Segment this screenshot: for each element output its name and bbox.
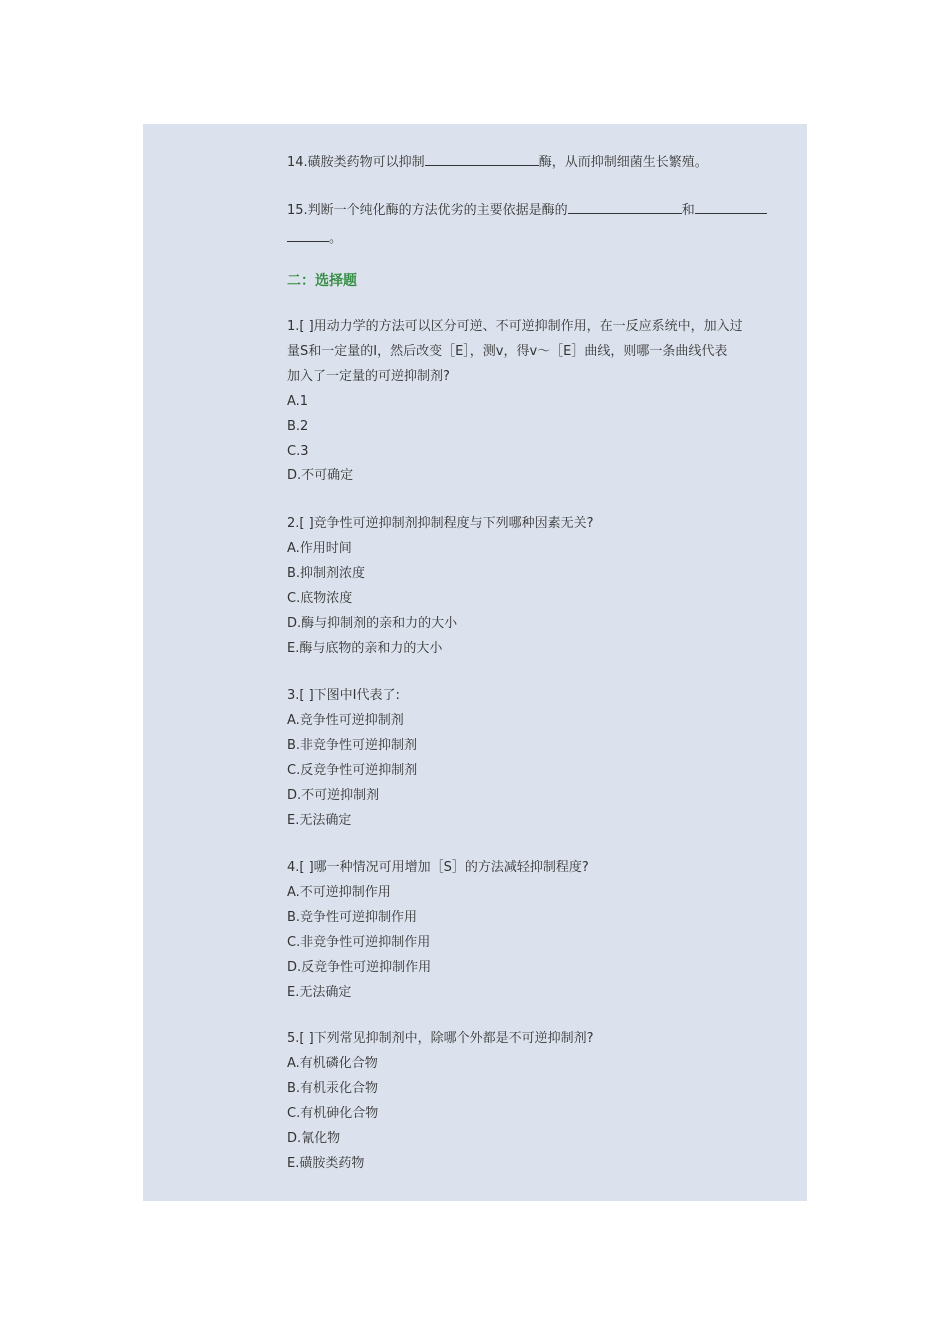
question-1-option: D.不可确定 <box>287 468 354 484</box>
question-2-option: E.酶与底物的亲和力的大小 <box>287 640 443 656</box>
question-1-stem: 量S和一定量的I，然后改变［E］，测v，得v～［E］曲线，则哪一条曲线代表 <box>287 343 728 359</box>
q15-text-before: 15.判断一个纯化酶的方法优劣的主要依据是酶的 <box>287 203 568 218</box>
fill-blank-q14 <box>287 152 708 172</box>
question-5-option: C.有机砷化合物 <box>287 1105 379 1121</box>
question-1-option: B.2 <box>287 418 309 434</box>
question-2-option: C.底物浓度 <box>287 590 353 606</box>
question-3-option: E.无法确定 <box>287 812 352 828</box>
question-5-option: A.有机磷化合物 <box>287 1055 378 1071</box>
question-4-stem: 4.[ ]哪一种情况可用增加［S］的方法减轻抑制程度? <box>287 860 589 875</box>
question-5-option: B.有机汞化合物 <box>287 1080 379 1096</box>
fill-blank-q15 <box>287 200 767 220</box>
question-4-option: C.非竞争性可逆抑制作用 <box>287 934 431 950</box>
question-5-stem: 5.[ ]下列常见抑制剂中，除哪个外都是不可逆抑制剂? <box>287 1031 594 1046</box>
q15-blank-2 <box>695 200 767 214</box>
question-5-option: E.磺胺类药物 <box>287 1155 365 1171</box>
question-1-option: A.1 <box>287 393 309 409</box>
question-4-option: D.反竞争性可逆抑制作用 <box>287 959 432 975</box>
question-4-option: A.不可逆抑制作用 <box>287 884 391 900</box>
question-3-option: A.竞争性可逆抑制剂 <box>287 712 404 728</box>
question-3-option: D.不可逆抑制剂 <box>287 787 380 803</box>
question-2-stem: 2.[ ]竞争性可逆抑制剂抑制程度与下列哪种因素无关? <box>287 516 594 531</box>
q15-blank-1 <box>568 200 682 214</box>
question-1-stem: 加入了一定量的可逆抑制剂? <box>287 368 450 384</box>
question-1-option: C.3 <box>287 443 309 459</box>
question-5-option: D.氰化物 <box>287 1130 341 1146</box>
question-2-option: D.酶与抑制剂的亲和力的大小 <box>287 615 458 631</box>
section-title: 二：选择题 <box>287 273 357 289</box>
question-2-option: B.抑制剂浓度 <box>287 565 366 581</box>
q14-text-before: 14.磺胺类药物可以抑制 <box>287 155 425 170</box>
question-4-option: B.竞争性可逆抑制作用 <box>287 909 418 925</box>
question-3-stem: 3.[ ]下图中I代表了: <box>287 688 400 703</box>
q15-text-middle: 和 <box>681 203 695 218</box>
question-3-option: C.反竞争性可逆抑制剂 <box>287 762 418 778</box>
q14-blank <box>425 152 539 166</box>
q14-text-after: 酶，从而抑制细菌生长繁殖。 <box>538 155 708 170</box>
question-4-option: E.无法确定 <box>287 984 352 1000</box>
question-1-stem: 1.[ ]用动力学的方法可以区分可逆、不可逆抑制作用，在一反应系统中，加入过 <box>287 319 743 334</box>
q15-text-after: 。 <box>329 231 343 246</box>
q15-blank-2-cont <box>287 228 329 242</box>
question-2-option: A.作用时间 <box>287 540 352 556</box>
question-3-option: B.非竞争性可逆抑制剂 <box>287 737 418 753</box>
fill-blank-q15-cont <box>287 228 342 248</box>
